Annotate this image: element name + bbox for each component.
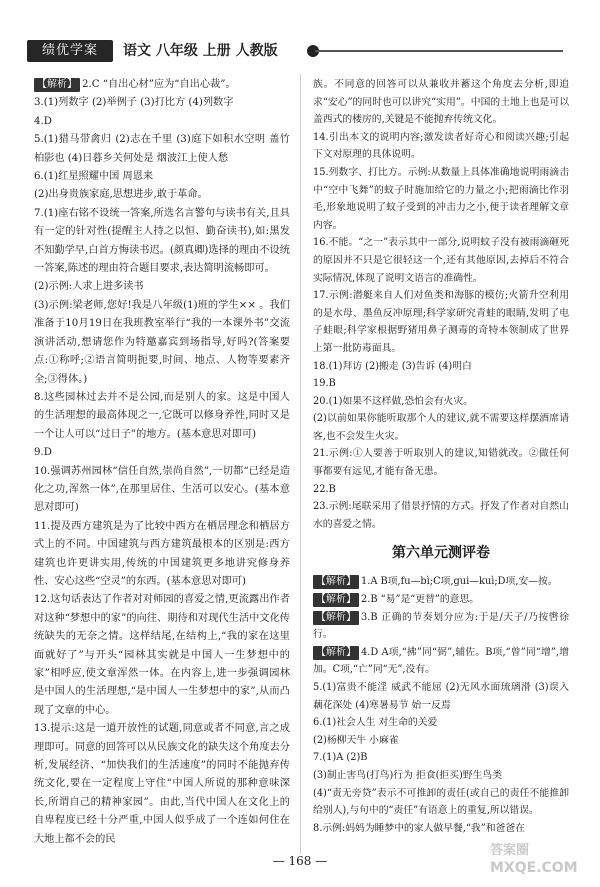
answer-paragraph [34, 76, 290, 94]
answer-text: 5.(1)富贵不能淫 威武不能屈 (2)无风水面琉璃滑 (3)误入藕花深处 (4)寒暑易节 始一反焉 [313, 682, 569, 711]
answer-text: 3.(1)列数字 (2)举例子 (3)打比方 (4)列数字 [34, 97, 234, 109]
answer-paragraph [313, 679, 569, 714]
answer-paragraph [34, 297, 290, 389]
analysis-tag: 【解析】 [313, 575, 359, 589]
answer-paragraph [313, 410, 569, 445]
answer-paragraph [313, 785, 569, 820]
answer-paragraph [34, 278, 290, 296]
answer-text: 4.D [34, 115, 52, 127]
watermark-logo [488, 838, 588, 878]
svg-text:MXQE.COM: MXQE.COM [490, 860, 578, 876]
answer-paragraph [313, 591, 569, 609]
analysis-tag: 【解析】 [313, 646, 359, 660]
answer-text: (2)出身贵族家庭,思想进步,敢于革命。 [34, 189, 208, 201]
answer-text: 2.C “自出心材”应为“自出心裁”。 [82, 79, 236, 90]
answer-text: 7.(1)座右铭不设统一答案,所选名言警句与读书有关,且具有一定的针对性(提醒主人持之以恒、勤奋读书),如:黑发不知勤学早,白首方悔读书迟。(颜真卿)选择的理由不设统一答案,陈述的理由符合题目要求,表达简明流畅即可。 [34, 207, 290, 275]
answer-text: 20.(1)如果不这样做,恐怕会有火灾。 [313, 395, 473, 407]
answer-text: 10.强调苏州园林“信任自然,崇尚自然”,一切都“已经是造化之功,浑然一体”,在那里居住、生活可以安心。(基本意思对即可) [34, 465, 290, 514]
answer-paragraph [313, 609, 569, 644]
answer-paragraph [34, 720, 290, 849]
analysis-tag: 【解析】 [313, 611, 359, 625]
answer-paragraph [313, 393, 569, 411]
answer-text: 12.这句话表达了作者对对师园的喜爱之情,更流露出作者对这种“梦想中的家”的向往、期待和对现代生活中文化传统缺失的无奈之情。这样结尾,在结构上,“我的家在这里面就好了”与开头“园林其实就是中国人一生梦想中的家”相呼应,使文章浑然一体。在内容上,进一步强调园林是中国人的生活理想,“是中国人一生梦想中的家”,从而凸现了文章的中心。 [34, 594, 290, 716]
answer-paragraph [313, 234, 569, 287]
answer-paragraph [313, 445, 569, 480]
answer-text: 2.B “易”是“更替”的意思。 [361, 594, 480, 606]
header-rule [315, 50, 563, 52]
answer-text: 14.引出本文的说明内容;激发读者好奇心和阅读兴趣;引起下文对原理的具体说明。 [313, 131, 569, 161]
answer-paragraph [313, 375, 569, 393]
column-divider [300, 74, 301, 854]
answer-text: 1.A B项,fu—bì;C项,gui—kuì;D项,安—按。 [361, 576, 558, 588]
answer-text: 23.示例:尾联采用了借景抒情的方式。抒发了作者对自然山水的喜爱之情。 [313, 501, 569, 530]
answer-paragraph [313, 358, 569, 376]
answer-text: 15.列数字、打比方。示例:从数量上具体准确地说明雨滴击中“空中飞舞”的蚊子时施加给它的力量之小;把雨滴比作羽毛,形象地说明了蚊子受到的冲击力之小,便于读者理解文章内容。 [313, 166, 569, 231]
answer-paragraph [313, 498, 569, 533]
answer-text: (2)示例:人求上进多读书 [34, 281, 144, 293]
analysis-tag: 【解析】 [313, 593, 359, 607]
answer-text: 9.D [34, 447, 52, 459]
answer-paragraph [313, 481, 569, 499]
answer-paragraph [313, 287, 569, 357]
answer-paragraph [34, 518, 290, 592]
answer-paragraph [313, 767, 569, 785]
answer-paragraph [34, 113, 290, 131]
answer-paragraph [313, 732, 569, 750]
page-number: — 168 — [272, 854, 328, 868]
brand-label: 绩优学案 [27, 40, 113, 62]
answer-paragraph [34, 463, 290, 518]
right-column [313, 76, 569, 837]
svg-text:答案圈: 答案圈 [490, 843, 530, 858]
answer-text: 8.这些园林过去并不是公园,而是别人的家。这是中国人的生活理想的最高体现之一,它既可以修身养性,同时又是一个让人可以“过日子”的地方。(基本意思对即可) [34, 391, 290, 440]
answer-text: 3.B 正确的节奏划分应为:于是/天子/乃按辔徐行。 [313, 611, 569, 641]
answer-paragraph [34, 205, 290, 279]
answer-paragraph [34, 131, 290, 168]
answer-paragraph [313, 820, 569, 838]
answer-text: 21.示例:①人要善于听取别人的建议,知错就改。②做任何事都要有远见,才能有备无患。 [313, 448, 569, 478]
answer-paragraph [313, 129, 569, 164]
answer-paragraph [313, 749, 569, 767]
answer-text: 6.(1)社会人生 对生命的关爱 [313, 717, 438, 729]
answer-text: 族。不同意的回答可以从兼收并蓄这个角度去分析,即追求“安心”的同时也可以讲究“实用”。中国的土地上也是可以盖西式的楼房的,关键是不能抛弃传统文化。 [313, 79, 569, 126]
analysis-tag: 【解析】 [34, 78, 80, 92]
answer-paragraph [34, 444, 290, 462]
answer-text: 18.(1)拜访 (2)搬走 (3)告诉 (4)明白 [313, 360, 472, 372]
answer-text: (4)“责无旁贷”表示不可推卸的责任(或自己的责任不能推卸给别人),与句中的“责任”有语意上的重复,所以错误。 [313, 787, 569, 817]
answer-paragraph [313, 714, 569, 732]
page-header [27, 40, 567, 62]
answer-text: 16.不能。“之一”表示其中一部分,说明蚊子没有被雨滴砸死的原因并不只是它很轻这一个,还有其他原因,去掉后不符合实际情况,体现了说明文语言的准确性。 [313, 237, 569, 284]
answer-paragraph [313, 644, 569, 679]
subject-label: 语文 八年级 上册 人教版 [123, 43, 278, 59]
answer-text: 11.提及西方建筑是为了比较中西方在栖居理念和栖居方式上的不同。中国建筑与西方建筑最根本的区别是:西方建筑也许更讲实用,传统的中国建筑更多地讲究修身养性、安心这些“空灵”的东西。(基本意思对即可) [34, 520, 290, 587]
answer-text: 4.D A项,“拂”同“弼”,辅佐。B项,“曾”同“增”,增加。C项,“亡”同“无”,没有。 [313, 646, 569, 676]
answer-text: 6.(1)红星照耀中国 周恩来 [34, 171, 154, 183]
answer-text: (3)示例:梁老师,您好!我是八年级(1)班的学生×× 。我们准备于10月19日在我班教室举行“我的一本课外书”交流演讲活动,想请您作为特邀嘉宾到场指导,好吗?(答案要点:①称呼;②语言简明扼要,时间、地点、人物等要素齐全;③得体。) [34, 299, 290, 385]
answer-text: 5.(1)猎马带禽归 (2)志在千里 (3)庭下如积水空明 盖竹柏影也 (4)日暮乡关何处是 烟波江上使人愁 [34, 134, 290, 164]
answer-paragraph [313, 573, 569, 591]
left-column [34, 76, 290, 849]
answer-text: 7.(1)A (2)B [313, 752, 368, 764]
answer-text: 17.示例:潜艇来自人们对鱼类和海豚的模仿;火箭升空利用的是水母、墨鱼反冲原理;科学家研究青蛙的眼睛,发明了电子蛙眼;科学家根据野猪用鼻子测毒的奇特本领制成了世界上第一批防毒面具。 [313, 290, 569, 354]
answer-text: (2)杨柳天牛 小麻雀 [313, 734, 399, 746]
answer-text: (2)以前如果你能听取那个人的建议,就不需要这样摆酒席请客,也不会发生火灾。 [313, 413, 569, 442]
answer-paragraph [34, 94, 290, 112]
section-title: 第六单元测评卷 [392, 545, 490, 562]
answer-text: 13.提示:这是一道开放性的试题,同意或者不同意,言之成理即可。同意的回答可以从民族文化的缺失这个角度去分析,发展经济、“加快我们的生活速度”的同时不能抛弃传统文化,要在一定程度上守住“中国人所说的那种意味深长,所谓自己的精神家园”。由此,当代中国人在文化上的自卑程度已经十分严重,中国人似乎成了一个连如何住在大地上都不会的民 [34, 723, 290, 845]
answer-paragraph [313, 164, 569, 234]
answer-text: 19.B [313, 378, 336, 390]
answer-text: 8.示例:妈妈为睡梦中的家人做早餐,“我”和爸爸在 [313, 822, 525, 834]
answer-paragraph [34, 168, 290, 186]
answer-paragraph [34, 389, 290, 444]
answer-paragraph [313, 76, 569, 129]
answer-text: 22.B [313, 483, 336, 495]
answer-text: (3)制止害鸟(打鸟)行为 拒食(拒买)野生鸟类 [313, 769, 503, 781]
answer-paragraph [34, 186, 290, 204]
answer-paragraph [34, 591, 290, 720]
